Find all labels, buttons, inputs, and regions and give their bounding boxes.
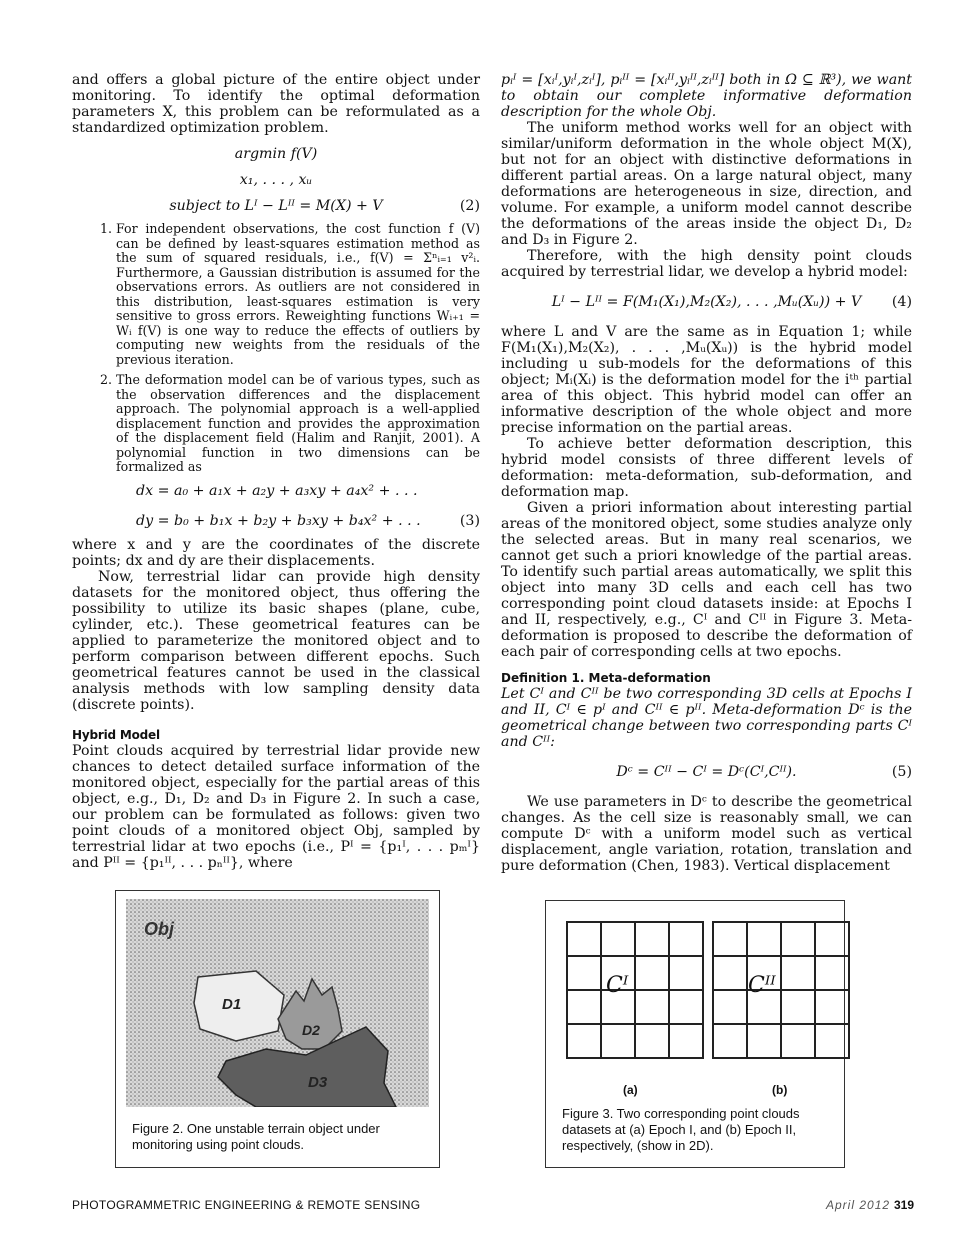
figure-2-caption: Figure 2. One unstable terrain object under monitoring using point clouds. <box>132 1121 380 1152</box>
paragraph: We use parameters in Dᶜ to describe the geometrical changes. As the cell size is reasonably small, we can compute Dᶜ with a uniform model such as vertical displacement, angle variation, rotation, translation and pure deformation (Chen, 1983). Vertical displacement <box>501 794 912 874</box>
figure-3 <box>545 900 845 1168</box>
numbered-list <box>72 222 480 475</box>
paragraph: To achieve better deformation description, this hybrid model consists of three different levels of deformation: meta-deformation, sub-deformation, and deformation map. <box>501 436 912 500</box>
equation-line: Lᴵ − Lᴵᴵ = F(M₁(X₁),M₂(X₂), . . . ,Mᵤ(Xᵤ)) + V <box>551 294 862 310</box>
subfigure-a-label: (a) <box>623 1083 638 1097</box>
paragraph: Point clouds acquired by terrestrial lidar provide new chances to detect detailed surface information of the monitored object, especially for the partial areas of this object, e.g., D₁, D₂ and D₃ in Figure 2. In such a case, our problem can be formulated as follows: given two point clouds of a monitored object Obj, sampled by terrestrial lidar at two epochs (i.e., Pᴵ = {p₁ᴵ, . . . pₘᴵ} and Pᴵᴵ = {p₁ᴵᴵ, . . . pₙᴵᴵ}, where <box>72 742 480 871</box>
equation-number: (3) <box>459 512 480 529</box>
grid-epoch-1 <box>566 921 704 1059</box>
paragraph: pᵢᴵ = [xᵢᴵ,yᵢᴵ,zᵢᴵ], pᵢᴵᴵ = [xᵢᴵᴵ,yᵢᴵᴵ,zᵢᴵᴵ] both in Ω ⊆ ℝ³), we want to obtain our complete informative deformation description for the whole Obj. <box>501 72 912 120</box>
paragraph: where L and V are the same as in Equation 1; while F(M₁(X₁),M₂(X₂), . . . ,Mᵤ(Xᵤ)) is the hybrid model including u sub-models for the deformations of this object; Mᵢ(Xᵢ) is the deformation model for the iᵗʰ partial area of this object. This hybrid model can offer an informative description of the whole object and more precise information on the partial areas. <box>501 324 912 436</box>
d1-label: D1 <box>222 996 242 1013</box>
list-item: 1. For independent observations, the cost function f (V) can be defined by least-squares estimation method as the sum of squared residuals, i.e., f(V) = Σⁿᵢ₌₁ v²ᵢ. Furthermore, a Gaussian distribution is assumed for the observations errors. As outliers are not considered in this distribution, least-squares estimation is very sensitive to gross errors. Reweighting functions Wᵢ₊₁ = Wᵢ f(V) is one way to reduce the effects of outliers by computing new weights from the residuals of the previous iteration. <box>116 222 480 367</box>
paragraph: where x and y are the coordinates of the discrete points; dx and dy are their displacements. <box>72 536 480 569</box>
equation-line: dy = b₀ + b₁x + b₂y + b₃xy + b₄x² + . . . <box>136 512 421 529</box>
definition-body: Let Cᴵ and Cᴵᴵ be two corresponding 3D cells at Epochs I and II, Cᴵ ∈ pᴵ and Cᴵᴵ ∈ pᴵᴵ. Meta-deformation Dᶜ is the geometrical change between two corresponding parts Cᴵ and Cᴵᴵ: <box>501 686 912 750</box>
page-number: 319 <box>894 1198 915 1212</box>
paragraph: Given a priori information about interesting partial areas of the monitored object, some studies analyze only the selected areas. But in many real scenarios, we cannot get such a priori knowledge of the partial areas. To identify such partial areas automatically, we split this object into many 3D cells and each cell has two corresponding point cloud datasets inside: at Epochs I and II, respectively, e.g., Cᴵ and Cᴵᴵ in Figure 3. Meta-deformation is proposed to describe the deformation of each pair of corresponding cells at two epochs. <box>501 500 912 660</box>
equation-line: argmin f(V) <box>234 146 318 162</box>
equation-number: (2) <box>459 198 480 214</box>
left-column <box>72 72 480 871</box>
equation-line: x₁, . . . , xᵤ <box>239 172 313 188</box>
d3-label: D3 <box>308 1074 328 1091</box>
equation-number: (4) <box>891 294 912 310</box>
equation-2 <box>72 146 480 214</box>
paragraph: Therefore, with the high density point clouds acquired by terrestrial lidar, we develop a hybrid model: <box>501 248 912 280</box>
equation-5 <box>501 764 912 780</box>
paragraph: The uniform method works well for an object with similar/uniform deformation in the whole object M(X), but not for an object with distinctive deformations in different partial areas. On a large natural object, many deformations are heterogeneous in size, direction, and volume. For example, a uniform model cannot describe the deformations of the areas inside the object D₁, D₂ and D₃ in Figure 2. <box>501 120 912 248</box>
equation-number: (5) <box>891 764 912 780</box>
list-item: 2. The deformation model can be of various types, such as the observation differences and the displacement approach. The polynomial approach is a well-applied displacement function and provides the approximation of the displacement field (Halim and Ranjit, 2001). A polynomial function in two dimensions can be formalized as <box>116 373 480 475</box>
right-column <box>501 72 912 874</box>
grid-epoch-2 <box>712 921 850 1059</box>
cell-label-c1: Cᴵ <box>606 973 629 998</box>
section-heading: Hybrid Model <box>72 727 160 742</box>
obj-label: Obj <box>144 919 174 939</box>
issue-date: April 2012 <box>826 1198 891 1212</box>
d2-label: D2 <box>302 1022 320 1038</box>
equation-4 <box>501 294 912 310</box>
figure-2 <box>115 890 440 1168</box>
equation-line: subject to Lᴵ − Lᴵᴵ = M(X) + V <box>169 198 383 214</box>
subfigure-b-label: (b) <box>772 1083 788 1097</box>
equation-line: dx = a₀ + a₁x + a₂y + a₃xy + a₄x² + . . . <box>136 482 418 499</box>
journal-name: PHOTOGRAMMETRIC ENGINEERING & REMOTE SENSING <box>72 1198 421 1212</box>
terrain-illustration <box>126 899 429 1107</box>
paragraph: and offers a global picture of the entire object under monitoring. To identify the optimal deformation parameters X, this problem can be reformulated as a standardized optimization problem. <box>72 72 480 136</box>
equation-3 <box>72 483 480 529</box>
definition-heading: Definition 1. Meta-deformation <box>501 671 711 685</box>
figure-3-caption: Figure 3. Two corresponding point clouds datasets at (a) Epoch I, and (b) Epoch II, respectively, (show in 2D). <box>562 1106 800 1153</box>
equation-line: Dᶜ = Cᴵᴵ − Cᴵ = Dᶜ(Cᴵ,Cᴵᴵ). <box>616 764 797 780</box>
cell-label-c2: Cᴵᴵ <box>748 973 776 998</box>
paragraph: Now, terrestrial lidar can provide high density datasets for the monitored object, thus offering the possibility to utilize its basic shapes (plane, cube, cylinder, etc.). These geometrical features can be applied to parameterize the monitored object and to perform comparison between different epochs. Such geometrical features cannot be used in the classical analysis methods with low sampling density data (discrete points). <box>72 568 480 713</box>
